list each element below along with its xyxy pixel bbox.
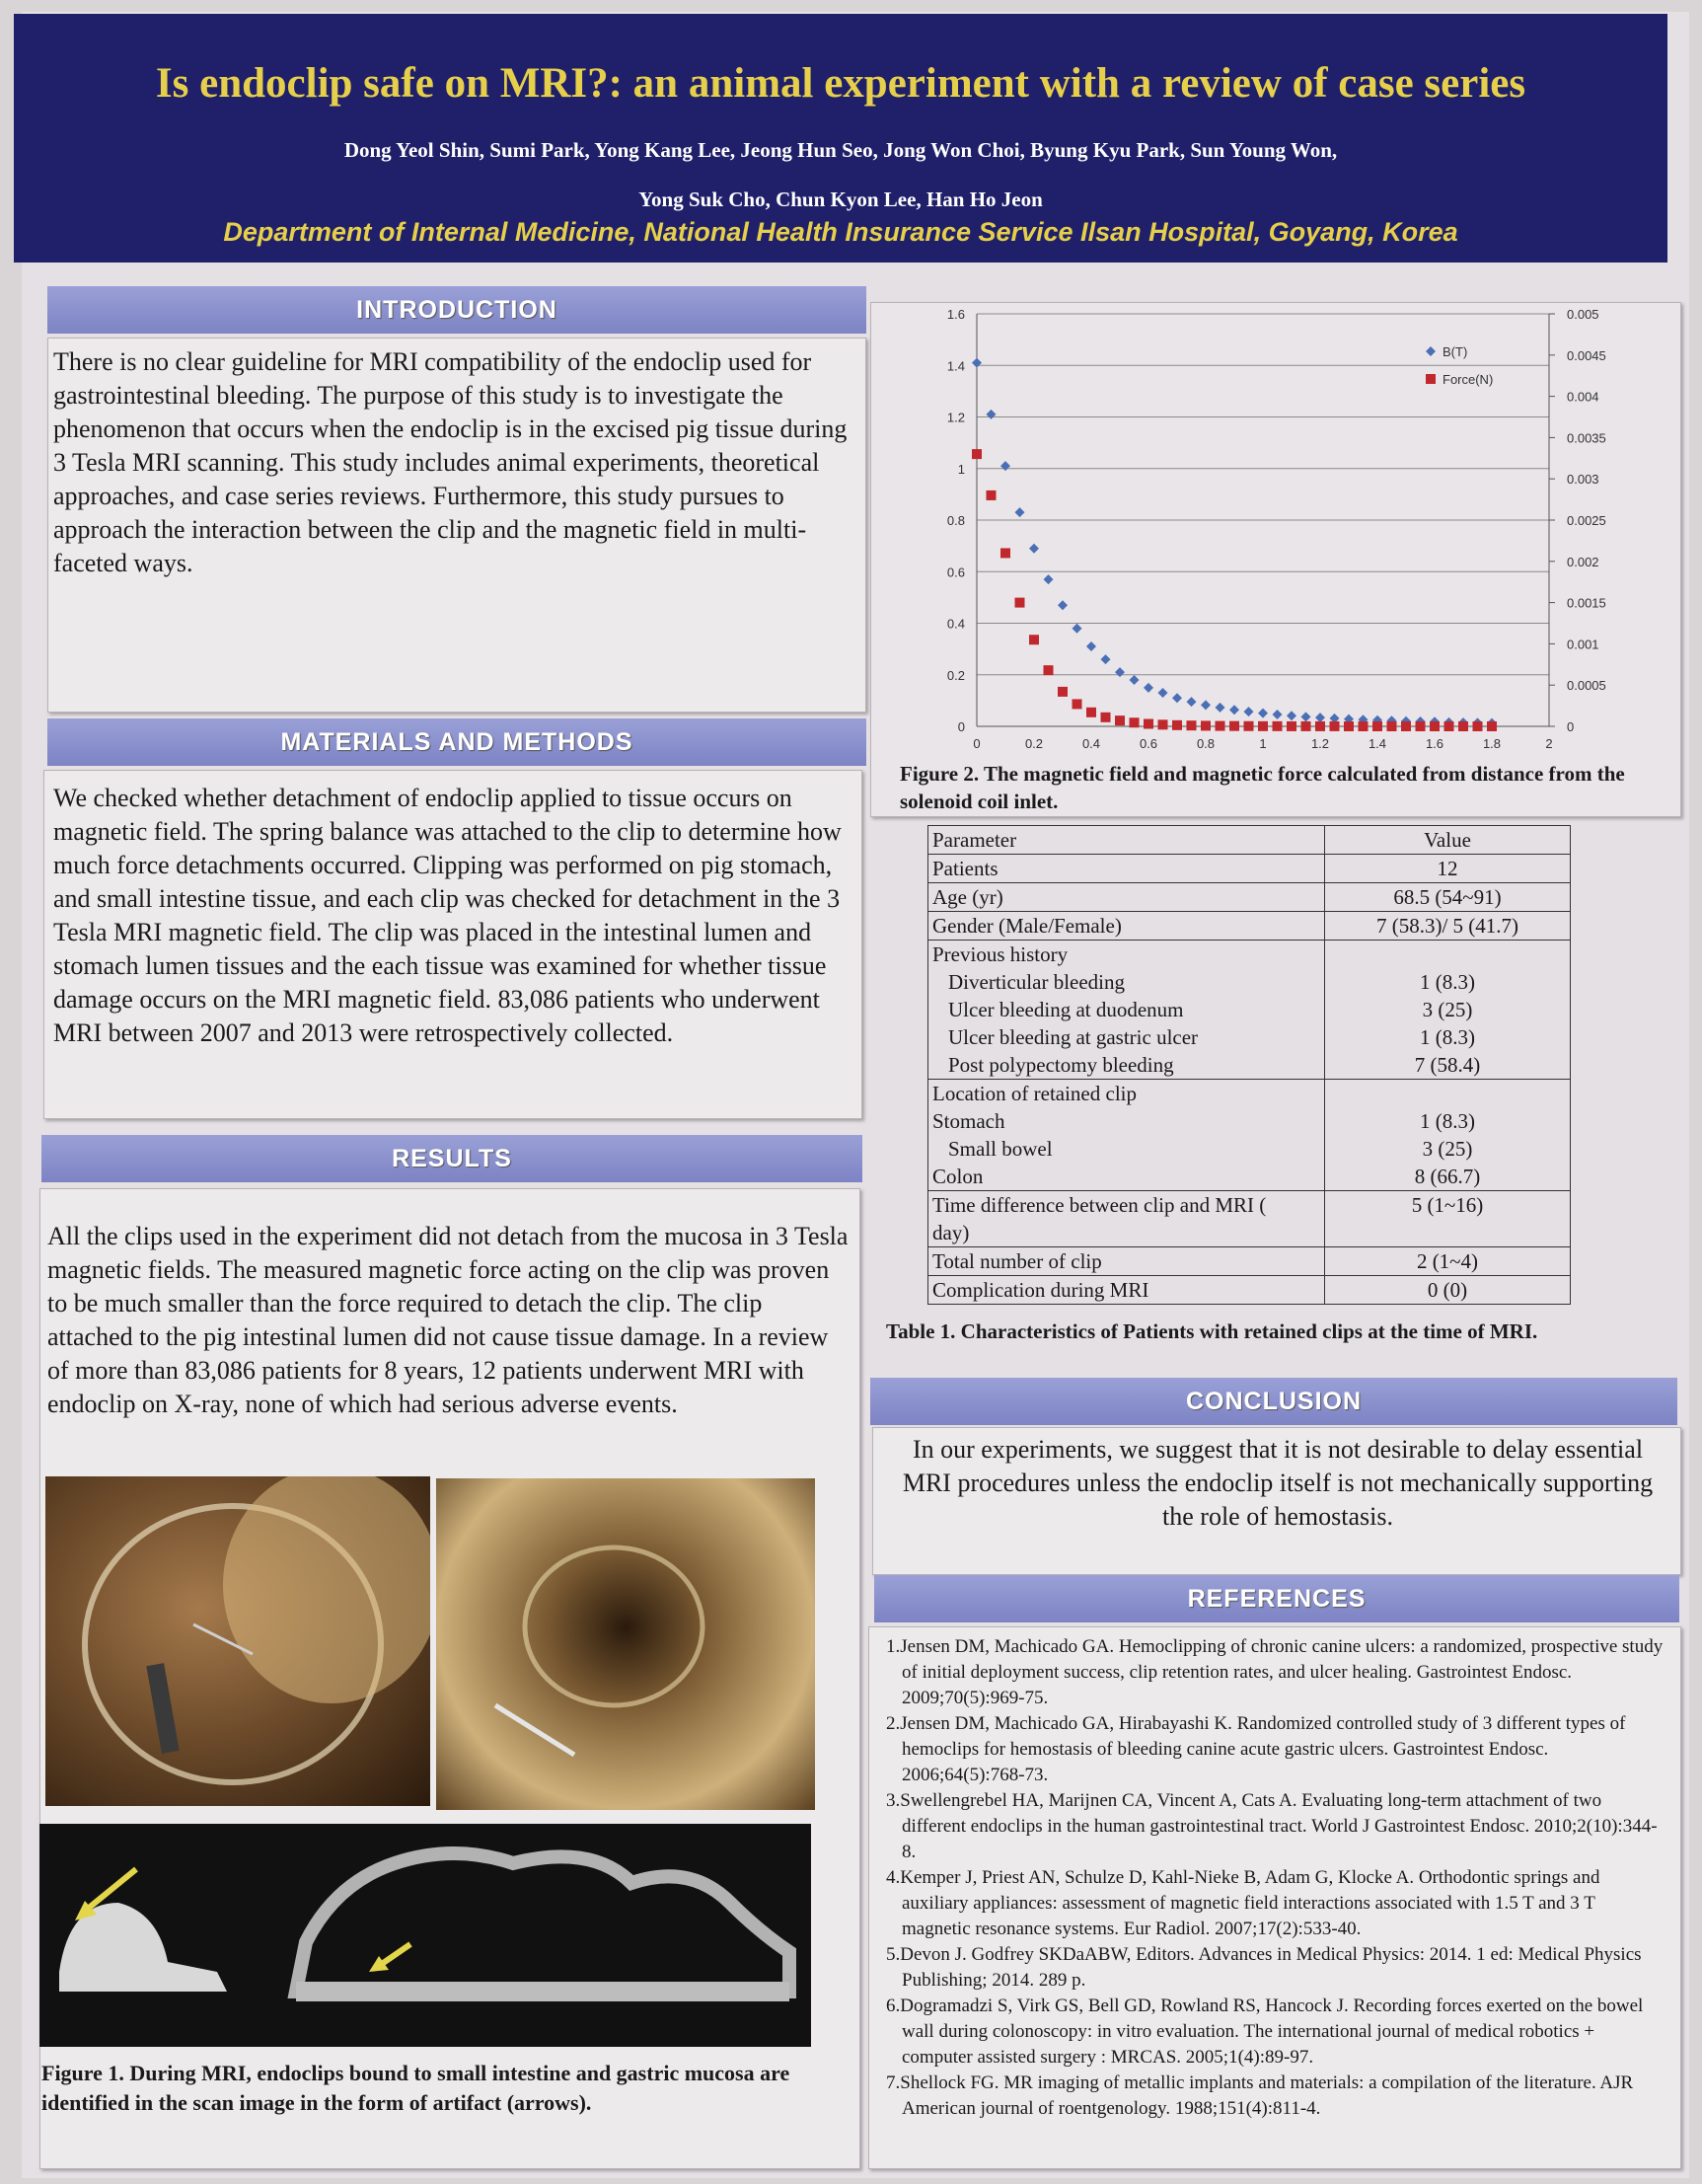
table-param-cell — [928, 826, 1325, 855]
param-label: Stomach — [932, 1109, 1005, 1133]
table-param-cell — [928, 1191, 1325, 1247]
param-label: Age (yr) — [932, 885, 1003, 909]
force-point — [1359, 721, 1369, 731]
force-point — [1458, 721, 1468, 731]
b-field-point — [1187, 697, 1197, 707]
table-row — [928, 855, 1571, 883]
force-point — [987, 490, 997, 500]
endoscopy-left-illustration — [45, 1476, 430, 1806]
param-label: Previous history — [932, 942, 1069, 966]
b-field-point — [1244, 707, 1254, 716]
b-field-point — [1301, 712, 1311, 721]
param-value — [1329, 941, 1566, 968]
param-value: 68.5 (54~91) — [1393, 885, 1502, 909]
table-row — [928, 1276, 1571, 1305]
y-left-tick-label: 0.4 — [946, 616, 965, 632]
table-param-cell — [928, 1276, 1325, 1305]
param-label: Complication during MRI — [932, 1278, 1149, 1302]
y-left-tick-label: 0.2 — [946, 667, 965, 683]
param-value: 7 (58.4) — [1414, 1053, 1481, 1077]
b-field-point — [1044, 574, 1054, 584]
b-field-point — [1073, 624, 1082, 634]
x-tick-label: 1.2 — [1310, 736, 1330, 751]
legend-label: B(T) — [1443, 344, 1468, 359]
y-right-tick-label: 0.0035 — [1567, 430, 1606, 446]
reference-item: 7.Shellock FG. MR imaging of metallic implants and materials: a compilation of the literature. AJR American journal of roentgenology. 1988;151(4):811-4. — [886, 2072, 1634, 2119]
force-point — [1430, 721, 1440, 731]
authors-line-1: Dong Yeol Shin, Sumi Park, Yong Kang Lee, Jeong Hun Seo, Jong Won Choi, Byung Kyu Park, Sun Young Won, — [343, 138, 1338, 162]
b-field-point — [1144, 683, 1153, 693]
force-point — [1115, 715, 1125, 725]
force-point — [1258, 721, 1268, 731]
force-point — [1172, 720, 1182, 730]
b-field-point — [987, 410, 997, 419]
arrow-right — [379, 1944, 410, 1966]
x-tick-label: 0.6 — [1139, 736, 1158, 751]
y-right-tick-label: 0.004 — [1567, 389, 1599, 405]
table-row — [928, 1247, 1571, 1276]
b-field-point — [1172, 693, 1182, 703]
reference-item: 1.Jensen DM, Machicado GA. Hemoclipping of chronic canine ulcers: a randomized, prospective study of initial deployment success, clip retention rates, and ulcer healing. Gastrointest Endosc. 2009;70(5):969-75. — [886, 1636, 1664, 1708]
param-value: 7 (58.3)/ 5 (41.7) — [1375, 914, 1519, 938]
methods-heading: MATERIALS AND METHODS — [47, 718, 866, 766]
force-point — [1073, 699, 1082, 709]
param-label: Diverticular bleeding — [948, 970, 1126, 994]
param-value: 2 (1~4) — [1416, 1249, 1479, 1273]
figure2-caption: Figure 2. The magnetic field and magnetic force calculated from distance from the solenoid coil inlet. — [900, 762, 1625, 813]
table-row — [928, 941, 1571, 1080]
x-tick-label: 2 — [1545, 736, 1553, 751]
b-field-point — [1000, 461, 1010, 471]
force-point — [1287, 721, 1296, 731]
param-label: Time difference between clip and MRI ( — [932, 1193, 1267, 1217]
table-value-cell — [1325, 826, 1571, 855]
force-point — [1044, 665, 1054, 675]
mri-scan-illustration — [39, 1824, 811, 2047]
param-label: Location of retained clip — [932, 1082, 1137, 1105]
table-param-cell — [928, 941, 1325, 1080]
param-label: Total number of clip — [932, 1249, 1102, 1273]
force-point — [1130, 717, 1140, 727]
force-point — [1301, 721, 1311, 731]
y-left-tick-label: 1.6 — [946, 307, 965, 322]
x-tick-label: 1 — [1259, 736, 1267, 751]
conclusion-text: In our experiments, we suggest that it is not desirable to delay essential MRI procedures unless the endoclip itself is not mechanically supporting the role of hemostasis. — [902, 1435, 1654, 1531]
y-right-tick-label: 0.0025 — [1567, 513, 1606, 528]
reference-item: 5.Devon J. Godfrey SKDaABW, Editors. Advances in Medical Physics: 2014. 1 ed: Medical Physics Publishing; 2014. 289 p. — [886, 1944, 1642, 1991]
force-point — [1158, 719, 1168, 729]
references-list — [886, 1634, 1665, 2122]
b-field-point — [1216, 703, 1225, 713]
y-left-tick-label: 1 — [957, 461, 965, 477]
reference-item: 4.Kemper J, Priest AN, Schulze D, Kahl-Nieke B, Adam G, Klocke A. Orthodontic springs and auxiliary appliances: assessment of magnetic field interactions associated with 1.5 T and 3 T magnetic resonance systems. Eur Radiol. 2007;17(2):533-40. — [886, 1867, 1600, 1939]
b-field-point — [1315, 713, 1325, 722]
b-field-point — [1201, 700, 1211, 710]
force-point — [1144, 718, 1153, 728]
table-row — [928, 883, 1571, 912]
b-field-point — [1229, 705, 1239, 715]
y-left-tick-label: 0.6 — [946, 565, 965, 580]
force-point — [1244, 721, 1254, 731]
param-label: Patients — [932, 857, 999, 880]
table-value-cell — [1325, 1080, 1571, 1191]
x-tick-label: 1.8 — [1482, 736, 1502, 751]
param-label: Ulcer bleeding at gastric ulcer — [948, 1025, 1199, 1049]
param-value: 3 (25) — [1422, 1137, 1473, 1161]
table-param-cell — [928, 1080, 1325, 1191]
results-text: All the clips used in the experiment did not detach from the mucosa in 3 Tesla magnetic fields. The measured magnetic force acting on the clip was proven to be much smaller than the force required to detach the clip. The clip attached to the pig intestinal lumen did not cause tissue damage. In a review of more than 83,086 patients for 8 years, 12 patients underwent MRI with endoclip on X-ray, none of which had serious adverse events. — [47, 1222, 849, 1418]
x-tick-label: 1.4 — [1368, 736, 1387, 751]
force-point — [1229, 721, 1239, 731]
references-heading: REFERENCES — [874, 1575, 1679, 1622]
endoscopy-right-illustration — [436, 1478, 815, 1810]
table-param-cell — [928, 883, 1325, 912]
table-row — [928, 1191, 1571, 1247]
mri-scan-image — [39, 1824, 811, 2047]
force-point — [1000, 548, 1010, 558]
poster-title: Is endoclip safe on MRI?: an animal experiment with a review of case series — [155, 60, 1526, 107]
param-value: 5 (1~16) — [1411, 1193, 1484, 1217]
y-right-tick-label: 0 — [1567, 719, 1575, 734]
reference-item: 3.Swellengrebel HA, Marijnen CA, Vincent A, Cats A. Evaluating long-term attachment of two different endoclips in the human gastrointestinal tract. World J Gastrointest Endosc. 2010;2(10):344-8. — [886, 1790, 1658, 1862]
param-value — [1329, 1219, 1566, 1246]
y-right-tick-label: 0.0005 — [1567, 678, 1606, 694]
endoscopy-photo-left — [45, 1476, 430, 1806]
table-value-cell — [1325, 941, 1571, 1080]
conclusion-heading: CONCLUSION — [870, 1378, 1677, 1425]
force-point — [1201, 720, 1211, 730]
b-field-point — [1273, 710, 1283, 719]
reference-item: 6.Dogramadzi S, Virk GS, Bell GD, Rowland RS, Hancock J. Recording forces exerted on the bowel wall during colonoscopy: in vitro evaluation. The international journal of medical robotics + computer assisted surgery : MRCAS. 2005;1(4):89-97. — [886, 1996, 1644, 2068]
legend-marker-b — [1426, 346, 1436, 356]
param-value — [1329, 1080, 1566, 1107]
param-value: 3 (25) — [1422, 998, 1473, 1021]
table-row — [928, 1080, 1571, 1191]
y-right-tick-label: 0.005 — [1567, 307, 1599, 322]
table-value-cell — [1325, 912, 1571, 941]
poster-header — [14, 14, 1667, 263]
introduction-text: There is no clear guideline for MRI compatibility of the endoclip used for gastrointestinal bleeding. The purpose of this study is to investigate the phenomenon that occurs when the endoclip is in the excised pig tissue during 3 Tesla MRI scanning. This study includes animal experiments, theoretical approaches, and case series reviews. Furthermore, this study pursues to approach the interaction between the clip and the magnetic field in multi-faceted ways. — [53, 347, 848, 577]
x-tick-label: 0.4 — [1081, 736, 1101, 751]
param-value: 1 (8.3) — [1420, 1109, 1475, 1133]
y-right-tick-label: 0.002 — [1567, 554, 1599, 569]
force-point — [1372, 721, 1382, 731]
force-point — [1387, 721, 1397, 731]
y-right-tick-label: 0.0045 — [1567, 347, 1606, 363]
param-value: 1 (8.3) — [1420, 970, 1475, 994]
b-field-point — [1029, 544, 1039, 554]
force-point — [1401, 721, 1411, 731]
force-point — [1101, 713, 1111, 722]
param-label: Parameter — [932, 828, 1017, 852]
table-value-cell — [1325, 855, 1571, 883]
b-field-point — [1258, 709, 1268, 718]
param-label: Small bowel — [948, 1137, 1053, 1161]
param-label: Colon — [932, 1165, 984, 1188]
force-point — [972, 449, 982, 459]
b-field-point — [1158, 688, 1168, 698]
results-heading: RESULTS — [41, 1135, 862, 1182]
table1 — [927, 825, 1571, 1305]
x-tick-label: 0 — [973, 736, 981, 751]
force-point — [1330, 721, 1340, 731]
b-field-point — [1287, 711, 1296, 720]
reference-item: 2.Jensen DM, Machicado GA, Hirabayashi K. Randomized controlled study of 3 different types of hemoclips for hemostasis of bleeding canine acute gastric ulcers. Gastrointest Endosc. 2006;64(5):768-73. — [886, 1713, 1626, 1785]
table-param-cell — [928, 855, 1325, 883]
figure1-caption: Figure 1. During MRI, endoclips bound to small intestine and gastric mucosa are identified in the scan image in the form of artifact (arrows). — [41, 2061, 790, 2115]
methods-text: We checked whether detachment of endoclip applied to tissue occurs on magnetic field. The spring balance was attached to the clip to determine how much force detachments occurred. Clipping was performed on pig stomach, and small intestine tissue, and each clip was checked for detachment in the 3 Tesla MRI magnetic field. The clip was placed in the intestinal lumen and stomach lumen tissues and the each tissue was examined for whether tissue damage occurs on the MRI magnetic field. 83,086 patients who underwent MRI between 2007 and 2013 were retrospectively collected. — [53, 784, 842, 1047]
b-field-point — [1115, 667, 1125, 677]
table-value-cell — [1325, 1247, 1571, 1276]
param-label: Post polypectomy bleeding — [948, 1053, 1174, 1077]
y-right-tick-label: 0.001 — [1567, 637, 1599, 652]
x-tick-label: 1.6 — [1425, 736, 1444, 751]
b-field-point — [1086, 641, 1096, 651]
force-point — [1416, 721, 1426, 731]
force-point — [1086, 708, 1096, 717]
force-point — [1344, 721, 1354, 731]
b-field-point — [1130, 675, 1140, 685]
x-tick-label: 0.8 — [1196, 736, 1216, 751]
y-right-tick-label: 0.0015 — [1567, 595, 1606, 611]
table-value-cell — [1325, 883, 1571, 912]
legend-marker-force — [1426, 374, 1436, 384]
param-value: 12 — [1437, 857, 1458, 880]
b-field-point — [1015, 507, 1025, 517]
force-point — [1315, 721, 1325, 731]
b-field-point — [1058, 600, 1068, 610]
y-left-tick-label: 0.8 — [946, 513, 965, 528]
table-row — [928, 912, 1571, 941]
y-right-tick-label: 0.003 — [1567, 472, 1599, 488]
y-left-tick-label: 1.4 — [946, 358, 965, 374]
authors-line-2: Yong Suk Cho, Chun Kyon Lee, Han Ho Jeon — [638, 188, 1043, 211]
x-tick-label: 0.2 — [1024, 736, 1044, 751]
force-point — [1187, 720, 1197, 730]
param-label: day) — [932, 1221, 970, 1244]
y-left-tick-label: 1.2 — [946, 410, 965, 425]
param-value: 0 (0) — [1427, 1278, 1468, 1302]
force-point — [1029, 635, 1039, 644]
y-left-tick-label: 0 — [957, 719, 965, 734]
figure2-chart — [878, 304, 1677, 774]
department: Department of Internal Medicine, National Health Insurance Service Ilsan Hospital, Goyang, Korea — [223, 217, 1458, 247]
b-field-point — [972, 358, 982, 368]
table1-caption: Table 1. Characteristics of Patients with retained clips at the time of MRI. — [886, 1319, 1538, 1343]
force-point — [1015, 598, 1025, 608]
param-value: Value — [1424, 828, 1471, 852]
param-label: Ulcer bleeding at duodenum — [948, 998, 1184, 1021]
introduction-heading: INTRODUCTION — [47, 286, 866, 334]
table-param-cell — [928, 1247, 1325, 1276]
table-param-cell — [928, 912, 1325, 941]
param-value: 1 (8.3) — [1420, 1025, 1475, 1049]
b-field-point — [1101, 654, 1111, 664]
force-point — [1487, 721, 1497, 731]
table-value-cell — [1325, 1276, 1571, 1305]
table-value-cell — [1325, 1191, 1571, 1247]
legend-label: Force(N) — [1443, 372, 1494, 387]
param-label: Gender (Male/Female) — [932, 914, 1122, 938]
force-point — [1473, 721, 1483, 731]
param-value: 8 (66.7) — [1414, 1165, 1481, 1188]
force-point — [1058, 687, 1068, 697]
force-point — [1273, 721, 1283, 731]
endoscopy-photo-right — [436, 1478, 815, 1810]
force-point — [1216, 721, 1225, 731]
table-row — [928, 826, 1571, 855]
force-point — [1444, 721, 1454, 731]
